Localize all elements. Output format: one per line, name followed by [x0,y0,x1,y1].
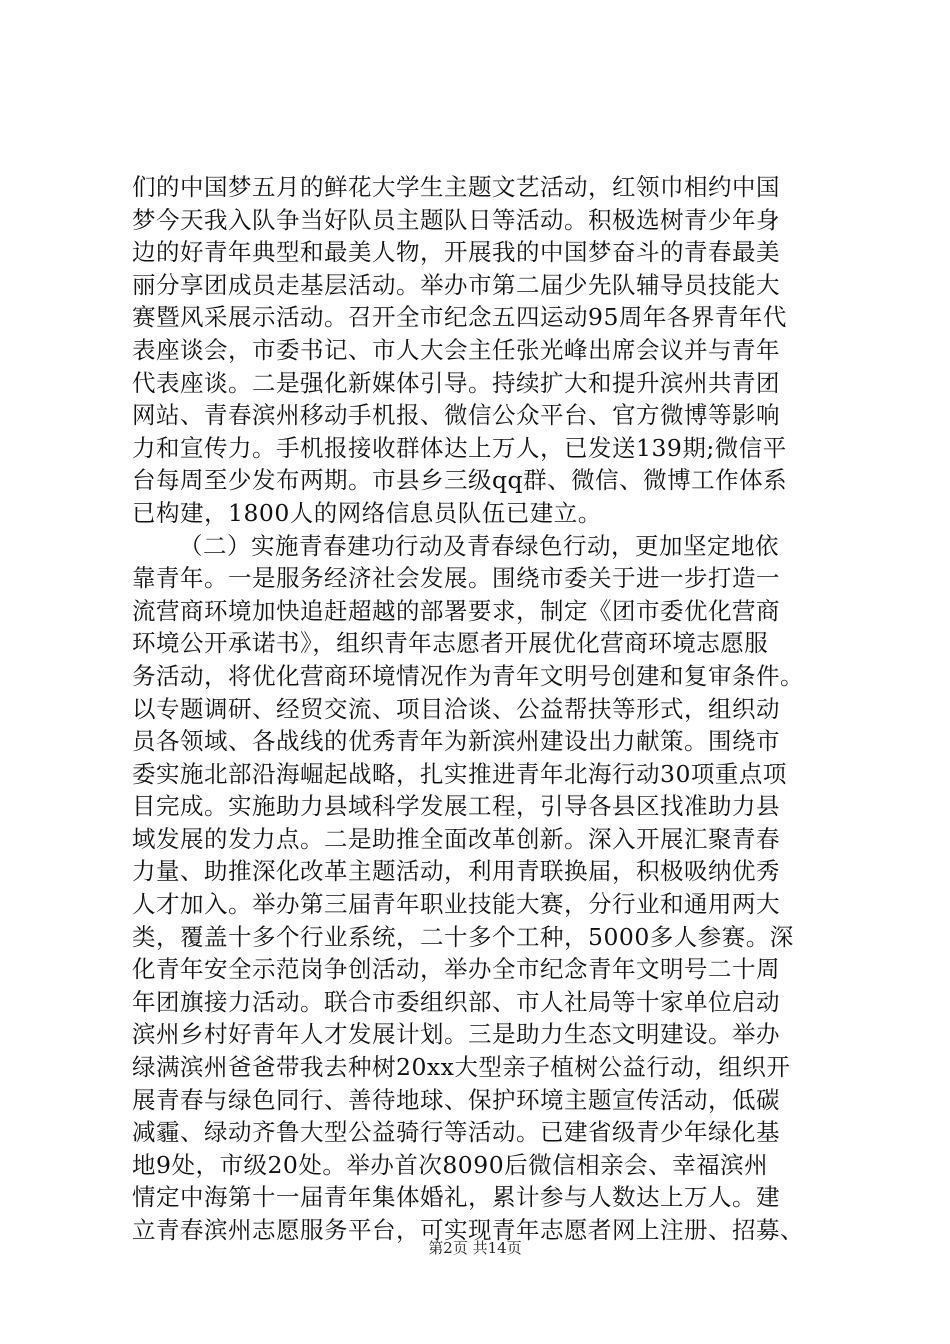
text-line: 靠青年。一是服务经济社会发展。围绕市委关于进一步打造一 [132,564,780,593]
text-line: 绿满滨州爸爸带我去种树20xx大型亲子植树公益行动，组织开 [132,1053,791,1082]
text-line: 环境公开承诺书》，组织青年志愿者开展优化营商环境志愿服 [132,629,769,658]
text-line: 滨州乡村好青年人才发展计划。三是助力生态文明建设。举办 [132,1020,780,1049]
text-line: 目完成。实施助力县域科学发展工程，引导各县区找准助力县 [132,792,780,821]
text-line: 务活动，将优化营商环境情况作为青年文明号创建和复审条件。 [132,661,804,690]
text-line: 台每周至少发布两期。市县乡三级qq群、微信、微博工作体系 [132,466,788,495]
text-line: 们的中国梦五月的鲜花大学生主题文艺活动，红领巾相约中国 [132,173,780,201]
text-line: 丽分享团成员走基层活动。举办市第二届少先队辅导员技能大 [132,270,780,299]
text-line: 以专题调研、经贸交流、项目洽谈、公益帮扶等形式，组织动 [132,694,780,723]
text-line: 流营商环境加快追赶超越的部署要求，制定《团市委优化营商 [132,596,780,625]
text-line: 代表座谈。二是强化新媒体引导。持续扩大和提升滨州共青团 [132,368,780,397]
page-footer: 第2页 共14页 [428,1239,522,1257]
body-text [132,171,832,1247]
text-line: 人才加入。举办第三届青年职业技能大赛，分行业和通用两大 [132,890,780,919]
text-line: 展青春与绿色同行、善待地球、保护环境主题宣传活动，低碳 [132,1085,780,1114]
text-line: 情定中海第十一届青年集体婚礼，累计参与人数达上万人。建 [132,1183,780,1212]
text-line: 力量、助推深化改革主题活动，利用青联换届，积极吸纳优秀 [132,857,780,886]
text-line: 网站、青春滨州移动手机报、微信公众平台、官方微博等影响 [132,401,780,430]
text-line: 域发展的发力点。二是助推全面改革创新。深入开展汇聚青春 [132,824,780,853]
text-line: 表座谈会，市委书记、市人大会主任张光峰出席会议并与青年 [132,335,780,364]
text-line: 立青春滨州志愿服务平台，可实现青年志愿者网上注册、招募、 [132,1216,804,1244]
text-line: 类，覆盖十多个行业系统，二十多个工种，5000多人参赛。深 [132,922,794,951]
text-line: 地9处，市级20处。举办首次8090后微信相亲会、幸福滨州 [132,1150,769,1179]
text-line: 委实施北部沿海崛起战略，扎实推进青年北海行动30项重点项 [132,759,787,788]
text-line: 年团旗接力活动。联合市委组织部、市人社局等十家单位启动 [132,987,780,1016]
text-line: 赛暨风采展示活动。召开全市纪念五四运动95周年各界青年代 [132,303,787,332]
text-line: 边的好青年典型和最美人物，开展我的中国梦奋斗的青春最美 [132,238,780,267]
text-line: 化青年安全示范岗争创活动，举办全市纪念青年文明号二十周 [132,955,780,984]
text-line: 减霾、绿动齐鲁大型公益骑行等活动。已建省级青少年绿化基 [132,1118,780,1147]
text-line: （二）实施青春建功行动及青春绿色行动，更加坚定地依 [179,531,779,560]
text-line: 已构建，1800人的网络信息员队伍已建立。 [132,498,602,527]
text-line: 力和宣传力。手机报接收群体达上万人，已发送139期;微信平 [132,433,787,462]
text-line: 员各领域、各战线的优秀青年为新滨州建设出力献策。围绕市 [132,727,780,756]
text-line: 梦今天我入队争当好队员主题队日等活动。积极选树青少年身 [132,205,780,234]
